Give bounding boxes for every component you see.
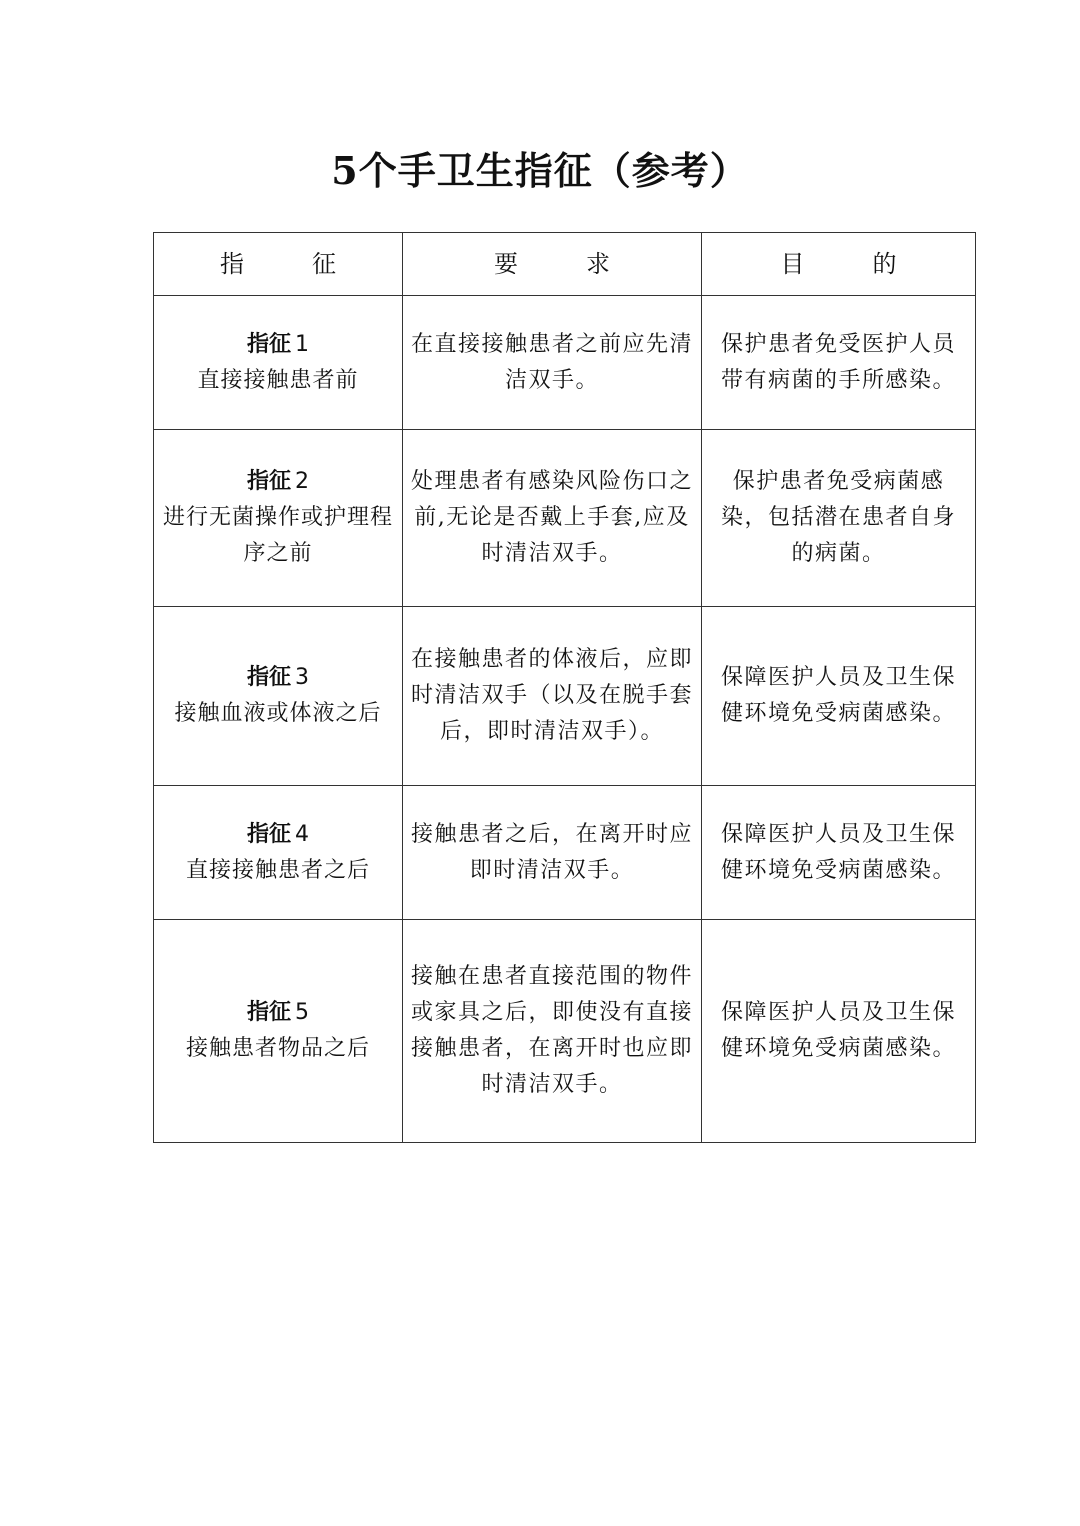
- purpose-cell: [702, 607, 976, 786]
- purpose-text: 保障医护人员及卫生保健环境免受病菌感染。: [720, 1000, 956, 1061]
- requirement-cell: [403, 786, 702, 920]
- indication-number: 5: [295, 1000, 309, 1025]
- indication-number: 3: [295, 665, 309, 690]
- indication-label: 指征 1: [246, 331, 309, 357]
- header-requirement: 要 求: [403, 233, 702, 296]
- indication-cell: [154, 607, 403, 786]
- indication-description: 接触血液或体液之后: [174, 701, 382, 726]
- indication-number: 2: [295, 469, 309, 494]
- requirement-text: 在直接接触患者之前应先清洁双手。: [411, 331, 694, 393]
- header-purpose: 目 的: [702, 233, 976, 296]
- indication-description: 直接接触患者之后: [185, 857, 370, 883]
- requirement-text: 在接触患者的体液后，应即时清洁双手（以及在脱手套后，即时清洁双手）。: [411, 647, 694, 744]
- purpose-cell: [702, 296, 976, 430]
- purpose-cell: [702, 920, 976, 1143]
- purpose-cell: [702, 786, 976, 920]
- page-title: 5个手卫生指征（参考）: [331, 148, 749, 193]
- indication-label: 指征 4: [246, 821, 309, 847]
- indication-number: 1: [295, 331, 309, 357]
- indication-cell: [154, 430, 403, 607]
- indication-label: 指征 5: [246, 1000, 309, 1025]
- indication-label: 指征 3: [246, 665, 309, 690]
- purpose-text: 保障医护人员及卫生保健环境免受病菌感染。: [720, 665, 956, 726]
- requirement-cell: [403, 296, 702, 430]
- requirement-cell: [403, 430, 702, 607]
- requirement-cell: [403, 920, 702, 1143]
- table-header-row: [154, 233, 976, 296]
- indication-description: 直接接触患者前: [197, 367, 359, 393]
- table-row: [154, 296, 976, 430]
- indication-cell: [154, 786, 403, 920]
- hand-hygiene-table: [153, 232, 976, 1143]
- table-row: [154, 920, 976, 1143]
- table-row: [154, 607, 976, 786]
- indication-label: 指征 2: [246, 469, 309, 494]
- purpose-cell: [702, 430, 976, 607]
- purpose-text: 保护患者免受医护人员带有病菌的手所感染。: [720, 331, 956, 393]
- indication-description: 接触患者物品之后: [185, 1036, 370, 1061]
- indication-number: 4: [295, 821, 309, 847]
- requirement-text: 接触患者之后，在离开时应即时清洁双手。: [411, 821, 694, 883]
- purpose-text: 保障医护人员及卫生保健环境免受病菌感染。: [720, 821, 956, 883]
- table-row: [154, 786, 976, 920]
- indication-description: 进行无菌操作或护理程序之前: [162, 505, 393, 566]
- indication-cell: [154, 296, 403, 430]
- purpose-text: 保护患者免受病菌感染，包括潜在患者自身的病菌。: [720, 469, 956, 566]
- requirement-text: 处理患者有感染风险伤口之前,无论是否戴上手套,应及时清洁双手。: [411, 469, 694, 566]
- requirement-text: 接触在患者直接范围的物件或家具之后，即使没有直接接触患者，在离开时也应即时清洁双手。: [411, 964, 694, 1097]
- requirement-cell: [403, 607, 702, 786]
- indication-cell: [154, 920, 403, 1143]
- table-row: [154, 430, 976, 607]
- header-indication: 指 征: [154, 233, 403, 296]
